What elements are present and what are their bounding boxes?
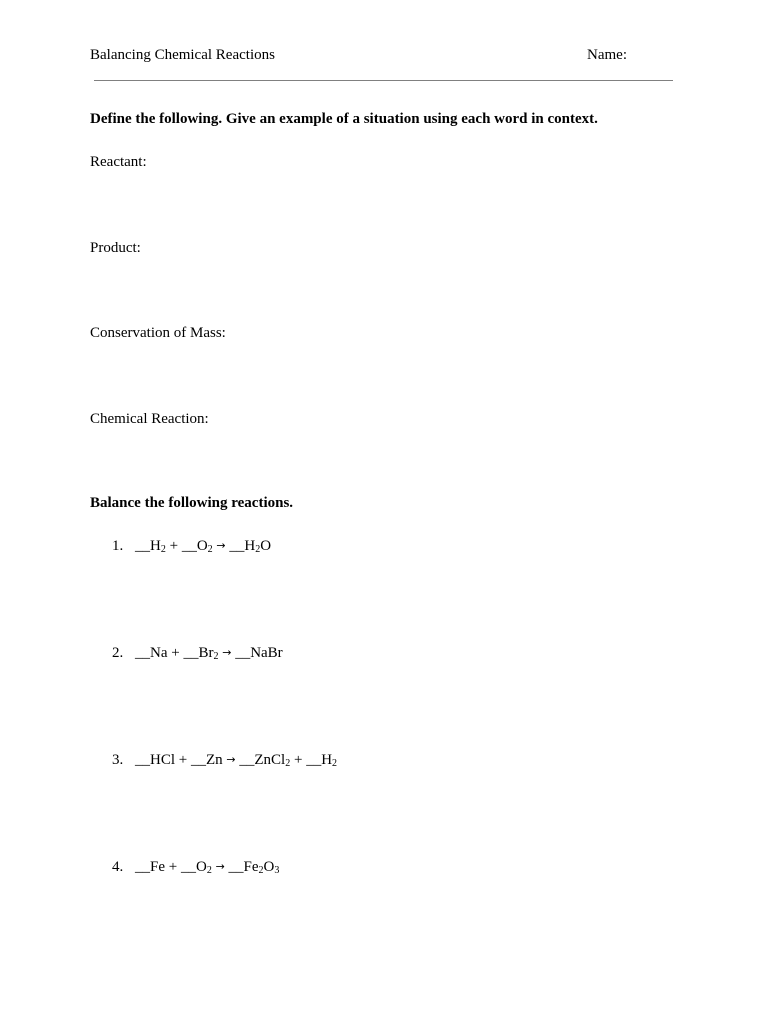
arrow-icon: → bbox=[215, 860, 225, 873]
arrow-icon: → bbox=[222, 646, 232, 659]
term-chemical-reaction: Chemical Reaction: bbox=[90, 411, 209, 427]
header-divider bbox=[94, 80, 673, 81]
name-label: Name: bbox=[587, 47, 627, 63]
reaction-4-equation: __Fe + $\_\_O_2$ → $\_\_Fe_2O_3$ bbox=[135, 859, 280, 876]
reaction-2-number: 2. bbox=[112, 645, 124, 661]
balance-instruction: Balance the following reactions. bbox=[90, 495, 294, 511]
worksheet-title: Balancing Chemical Reactions bbox=[90, 47, 275, 63]
arrow-icon: → bbox=[216, 539, 226, 552]
term-reactant: Reactant: bbox=[90, 154, 147, 170]
reaction-3-equation: __HCl + __Zn → __ZnCl$_2$ + $\_\_H_2$ bbox=[135, 752, 338, 769]
definitions-instruction: Define the following. Give an example of a situation using each word in context. bbox=[90, 111, 598, 127]
reaction-3-number: 3. bbox=[112, 752, 124, 768]
reaction-1-number: 1. bbox=[112, 538, 124, 554]
term-product: Product: bbox=[90, 240, 141, 256]
reaction-4-number: 4. bbox=[112, 859, 124, 875]
term-conservation-of-mass: Conservation of Mass: bbox=[90, 325, 226, 341]
arrow-icon: → bbox=[226, 753, 236, 766]
reaction-1-equation: $\_\_H_2$ + $\_\_O_2$ → $\_\_H_2O$ bbox=[135, 538, 272, 555]
reaction-2-equation: __Na + $\_\_Br_2$ → __NaBr bbox=[135, 645, 283, 662]
